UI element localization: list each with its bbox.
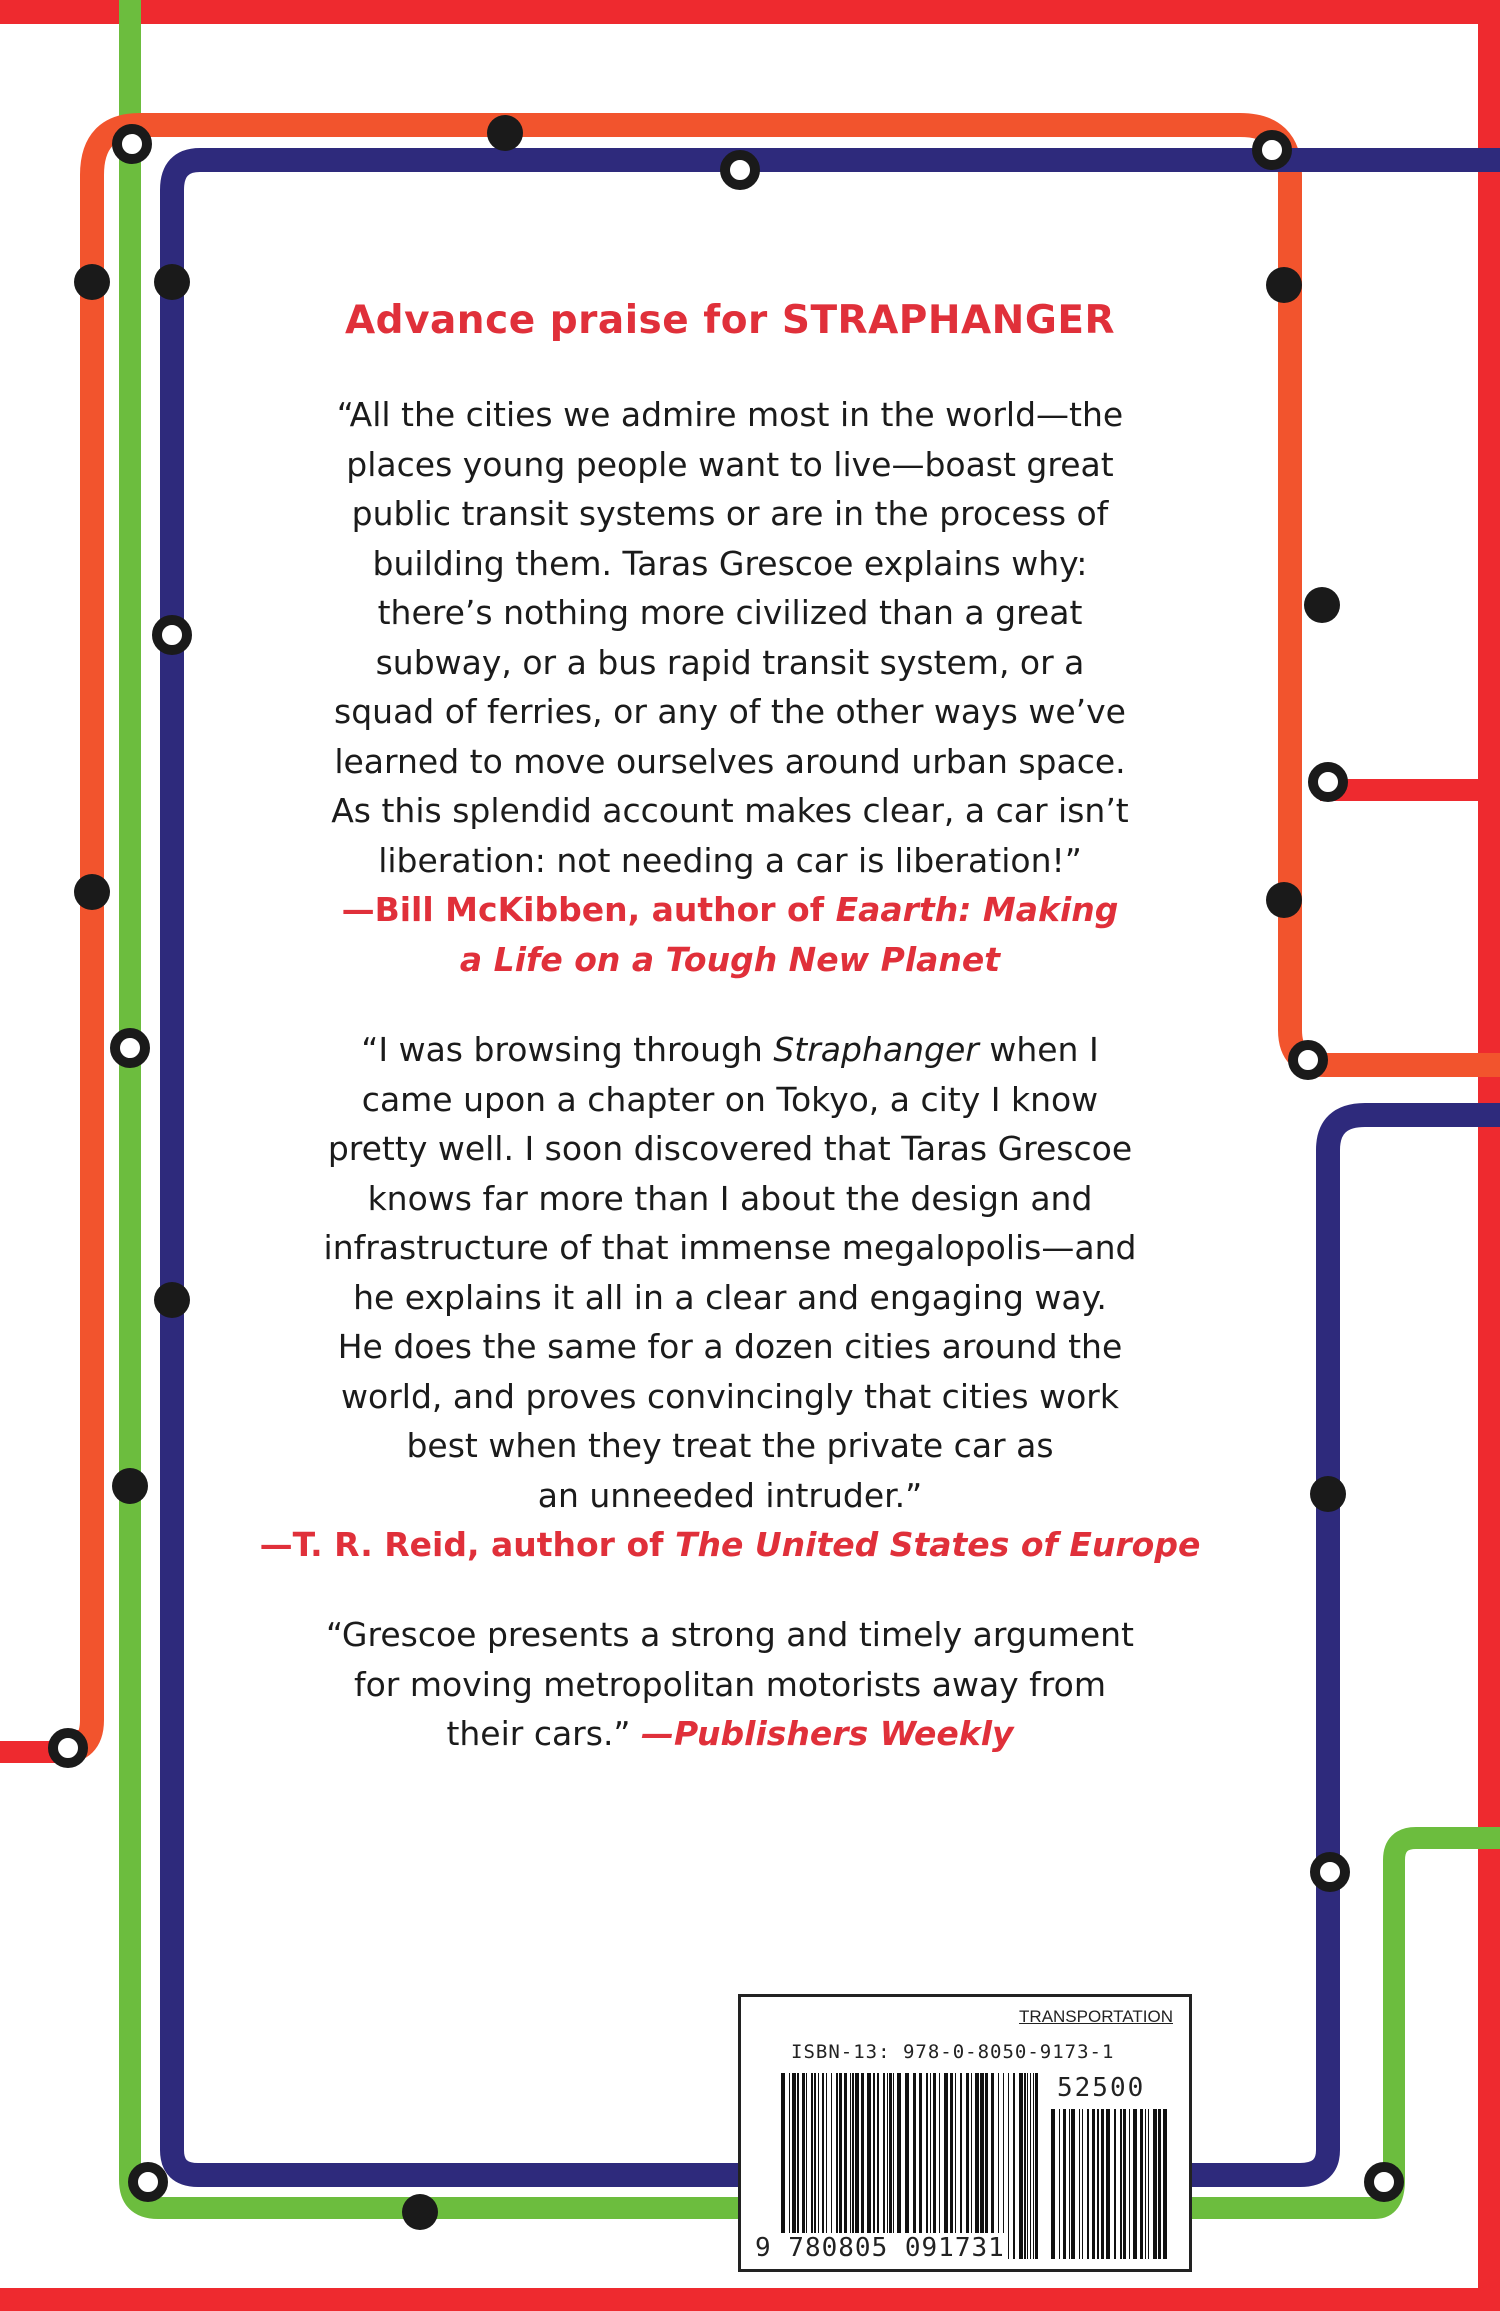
barcode-bar	[926, 2073, 928, 2259]
interchange-station	[1315, 1857, 1345, 1887]
barcode-bar	[975, 2073, 979, 2259]
barcode-bar	[980, 2073, 984, 2259]
barcode-bar	[781, 2073, 785, 2259]
praise-heading: Advance praise for STRAPHANGER	[344, 298, 1116, 343]
barcode-bar	[877, 2073, 879, 2259]
barcode-bar	[1123, 2109, 1126, 2259]
barcode-bar	[1033, 2073, 1034, 2259]
attribution-book-title: The United States of Europe	[674, 1525, 1201, 1564]
quote-line	[200, 1025, 1260, 1075]
quote-line	[200, 1709, 1260, 1759]
quote-line: places young people want to live—boast great	[346, 444, 1114, 484]
quote-attribution	[200, 885, 1260, 935]
quote-line: liberation: not needing a car is liberation!”	[378, 840, 1082, 880]
quote-attribution: —Publishers Weekly	[641, 1714, 1014, 1753]
station-dot	[1266, 267, 1302, 303]
barcode-isbn: ISBN-13: 978-0-8050-9173-1	[791, 2041, 1115, 2063]
interchange-station	[1313, 767, 1343, 797]
barcode-bar	[950, 2073, 953, 2259]
quote-line: public transit systems or are in the process of	[351, 494, 1109, 533]
barcode-bar	[1069, 2109, 1070, 2259]
barcode-bar	[839, 2073, 842, 2259]
barcode-bar	[844, 2073, 847, 2259]
quote-line: for moving metropolitan motorists away from	[354, 1664, 1106, 1704]
interchange-station	[117, 129, 147, 159]
quote-line: knows far more than I about the design and	[367, 1178, 1093, 1218]
quote-line: pretty well. I soon discovered that Taras Grescoe	[327, 1129, 1133, 1168]
interchange-station	[1369, 2167, 1399, 2197]
barcode-bar	[930, 2073, 931, 2259]
attribution-author: —Bill McKibben, author of	[341, 890, 825, 929]
barcode-bar	[1129, 2109, 1130, 2259]
barcode-addon-bars	[1051, 2109, 1171, 2259]
barcode-bar	[1030, 2073, 1031, 2259]
barcode-bar	[985, 2073, 988, 2259]
barcode-bar	[913, 2073, 916, 2259]
barcode-bar	[933, 2073, 936, 2259]
station-dot	[402, 2194, 438, 2230]
barcode-bar	[1101, 2109, 1104, 2259]
barcode-bar	[850, 2073, 851, 2259]
barcode-bar	[960, 2073, 962, 2259]
station-dot	[74, 874, 110, 910]
quote-attribution	[200, 1520, 1260, 1570]
barcode-bar	[919, 2073, 922, 2259]
barcode-bar	[811, 2073, 813, 2259]
barcode-bar	[822, 2073, 824, 2259]
barcode-bar	[1153, 2109, 1157, 2259]
quote-line: “All the cities we admire most in the world—the	[336, 395, 1124, 434]
interchange-station	[133, 2167, 163, 2197]
barcode-bar	[1158, 2109, 1161, 2259]
barcode-bar	[883, 2073, 885, 2259]
quote-text: when I	[989, 1030, 1099, 1069]
book-title: Straphanger	[773, 1030, 979, 1069]
station-dot	[487, 115, 523, 151]
barcode-bar	[1120, 2109, 1122, 2259]
quote-line: building them. Taras Grescoe explains why:	[372, 543, 1088, 583]
barcode-bar	[897, 2073, 901, 2259]
barcode-bar	[836, 2073, 838, 2259]
barcode-bar	[944, 2073, 948, 2259]
quote-line: he explains it all in a clear and engaging way.	[353, 1277, 1107, 1317]
interchange-station	[1257, 135, 1287, 165]
barcode-bar	[789, 2073, 790, 2259]
barcode-bar	[991, 2073, 994, 2259]
barcode-bar	[1140, 2109, 1143, 2259]
barcode-bar	[1027, 2073, 1028, 2259]
barcode-bar	[814, 2073, 816, 2259]
quote-line: best when they treat the private car as	[406, 1426, 1054, 1465]
barcode-bar	[1035, 2073, 1038, 2259]
barcode-bar	[971, 2073, 972, 2259]
barcode-bar	[802, 2073, 805, 2259]
barcode-bar	[893, 2073, 894, 2259]
barcode-bar	[939, 2073, 940, 2259]
quote-line: came upon a chapter on Tokyo, a city I know	[361, 1079, 1099, 1119]
quote-text: their cars.”	[446, 1714, 631, 1753]
barcode-bar	[852, 2073, 854, 2259]
station-dot	[154, 264, 190, 300]
quote-line: “Grescoe presents a strong and timely argument	[325, 1615, 1134, 1654]
barcode-bar	[818, 2073, 819, 2259]
isbn-barcode	[738, 1994, 1192, 2272]
barcode-bar	[1087, 2109, 1089, 2259]
barcode-bar	[998, 2073, 999, 2259]
barcode-number: 9 780805 091731	[755, 2233, 1005, 2263]
barcode-bar	[1051, 2109, 1055, 2259]
barcode-bar	[966, 2073, 969, 2259]
quote-line: an unneeded intruder.”	[537, 1475, 923, 1515]
barcode-bar	[797, 2073, 799, 2259]
station-dot	[1304, 587, 1340, 623]
interchange-station	[157, 620, 187, 650]
interchange-station	[53, 1733, 83, 1763]
quote-line: there’s nothing more civilized than a great	[377, 593, 1083, 632]
barcode-bar	[1133, 2109, 1137, 2259]
barcode-bar	[792, 2073, 796, 2259]
quote-mckibben	[200, 390, 1260, 984]
barcode-bar	[867, 2073, 871, 2259]
barcode-price-code: 52500	[1057, 2073, 1146, 2103]
attribution-book-title: Eaarth: Making	[835, 890, 1119, 929]
quote-line: squad of ferries, or any of the other ways we’ve	[334, 692, 1126, 731]
quote-line: He does the same for a dozen cities around the	[337, 1327, 1123, 1366]
station-dot	[1266, 882, 1302, 918]
attribution-author: —T. R. Reid, author of	[259, 1525, 664, 1564]
barcode-bar	[855, 2073, 859, 2259]
barcode-bar	[1008, 2073, 1009, 2259]
barcode-category: TRANSPORTATION	[1019, 2007, 1173, 2026]
quote-text: “I was browsing through	[361, 1030, 763, 1069]
back-cover-panel	[200, 170, 1260, 2263]
station-dot	[112, 1468, 148, 1504]
barcode-bar	[1114, 2109, 1116, 2259]
quote-attribution-cont	[200, 935, 1260, 985]
barcode-bar	[1097, 2109, 1099, 2259]
barcode-bar	[1082, 2109, 1083, 2259]
quote-line: learned to move ourselves around urban space.	[334, 741, 1126, 781]
barcode-bar	[1019, 2073, 1023, 2259]
barcode-bar	[1092, 2109, 1095, 2259]
barcode-bar	[873, 2073, 875, 2259]
quote-line: infrastructure of that immense megalopolis—and	[323, 1228, 1137, 1267]
barcode-bar	[887, 2073, 888, 2259]
barcode-bar	[1148, 2109, 1149, 2259]
barcode-bar	[1163, 2109, 1167, 2259]
barcode-bar	[1145, 2109, 1146, 2259]
barcode-bar	[831, 2073, 832, 2259]
quote-line: subway, or a bus rapid transit system, or a	[375, 642, 1085, 682]
barcode-bar	[1003, 2073, 1004, 2259]
interchange-station	[1293, 1045, 1323, 1075]
station-dot	[154, 1282, 190, 1318]
barcode-bar	[1079, 2109, 1080, 2259]
quote-publishers-weekly	[200, 1610, 1260, 1759]
barcode-bar	[826, 2073, 827, 2259]
quote-line: world, and proves convincingly that cities work	[341, 1376, 1119, 1416]
barcode-bar	[1013, 2073, 1015, 2259]
barcode-bar	[905, 2073, 909, 2259]
barcode-bar	[1024, 2073, 1026, 2259]
barcode-bar	[1059, 2109, 1060, 2259]
station-dot	[1310, 1476, 1346, 1512]
barcode-bar	[1106, 2109, 1110, 2259]
quote-reid	[200, 1025, 1260, 1570]
attribution-book-title: a Life on a Tough New Planet	[459, 939, 1001, 979]
station-dot	[74, 264, 110, 300]
barcode-bar	[1063, 2109, 1066, 2259]
barcode-bar	[861, 2073, 864, 2259]
barcode-bar	[889, 2073, 892, 2259]
barcode-bars	[781, 2073, 1041, 2259]
barcode-bar	[955, 2073, 956, 2259]
barcode-bar	[806, 2073, 807, 2259]
barcode-bar	[1071, 2109, 1075, 2259]
quote-line: As this splendid account makes clear, a car isn’t	[331, 791, 1129, 830]
interchange-station	[115, 1033, 145, 1063]
